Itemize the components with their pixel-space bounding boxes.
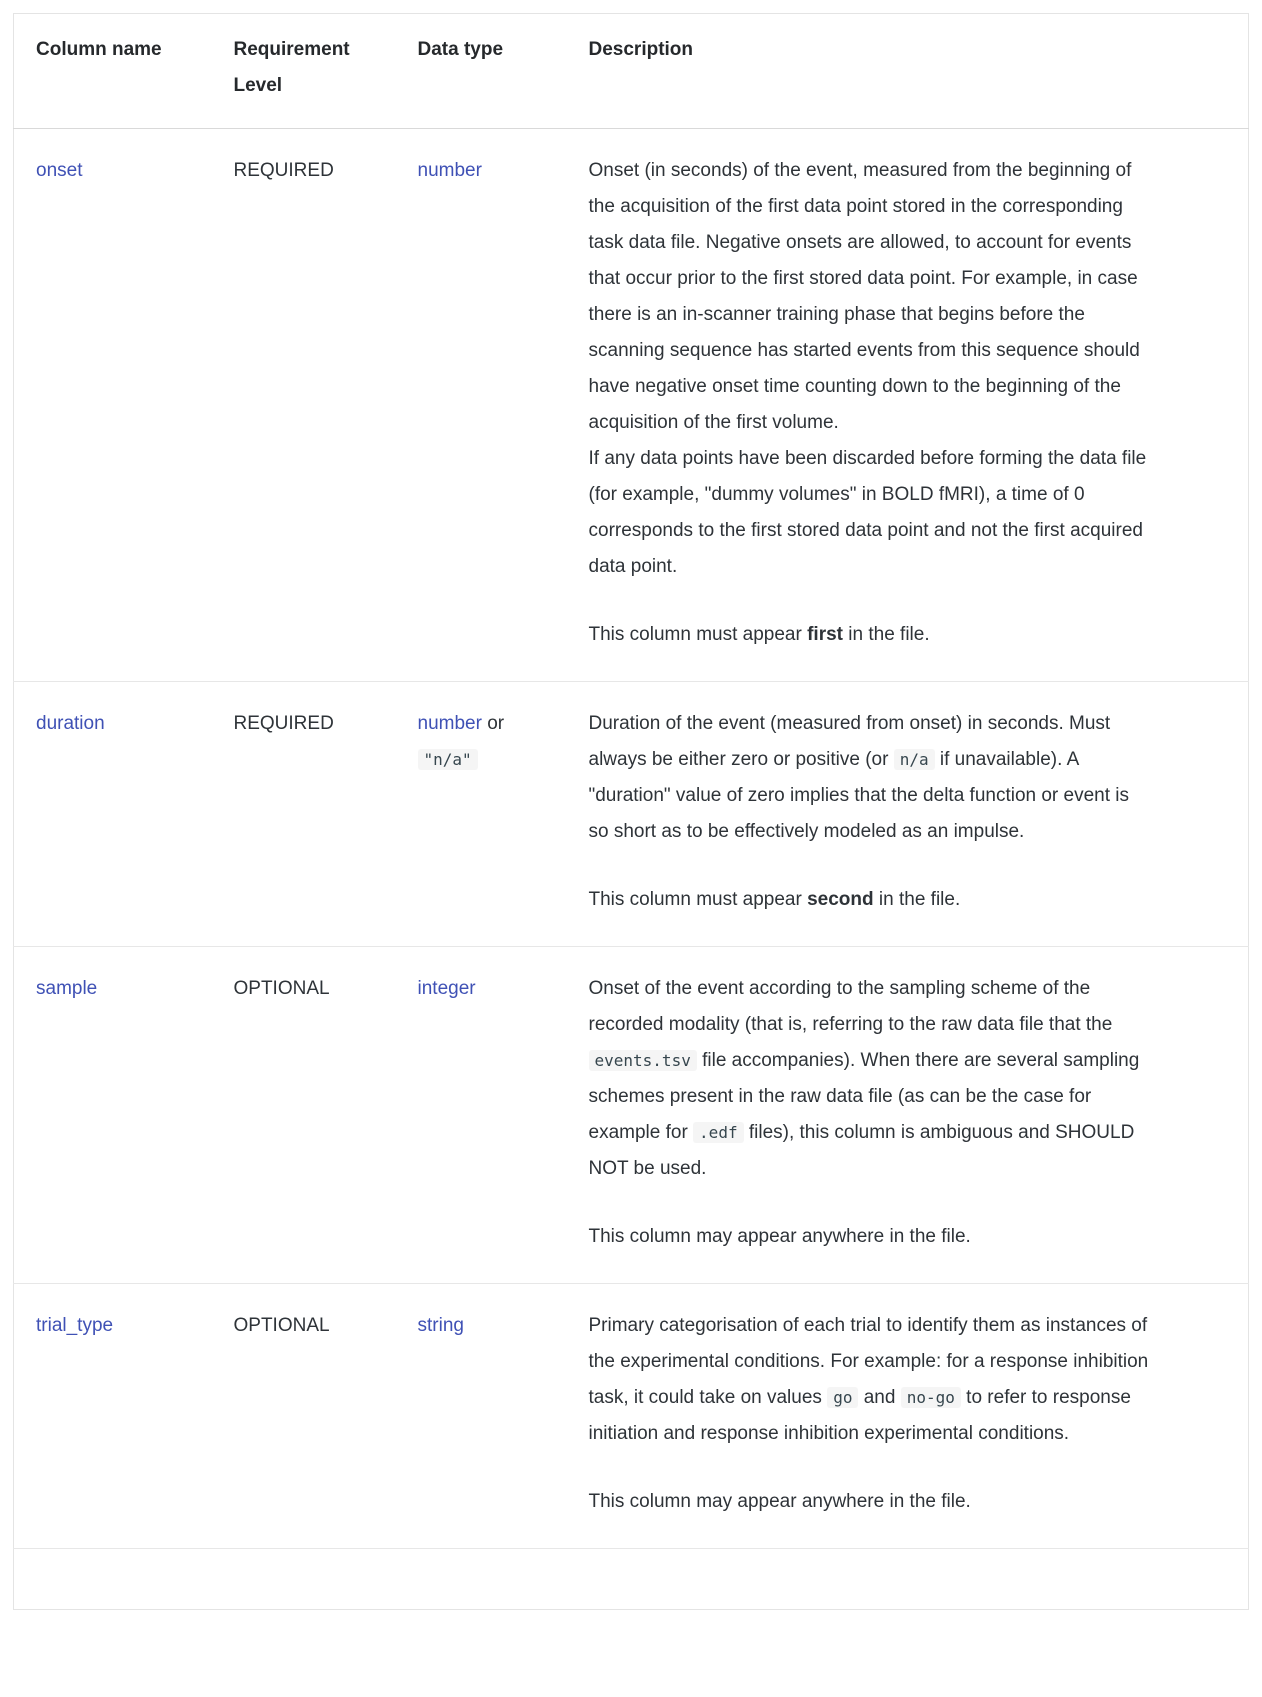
table-row — [14, 1284, 1249, 1549]
inline-code: no-go — [901, 1387, 961, 1408]
table-body — [14, 129, 1249, 1610]
description-paragraph — [589, 153, 1149, 585]
column-definitions-table-wrapper — [13, 13, 1249, 1610]
description-cell — [567, 947, 1249, 1284]
requirement-level-cell: OPTIONAL — [233, 1315, 330, 1336]
text-segment: to refer to response initiation and response inhibition experimental conditions. — [588, 1387, 1131, 1444]
text-segment: in the file. — [843, 624, 930, 645]
inline-code: "n/a" — [418, 749, 478, 770]
description-content — [589, 971, 1149, 1255]
data-type-cell — [396, 129, 567, 682]
text-segment: Primary categorisation of each trial to identify them as instances of the experimental conditions. For example: for a response inhibition task, it could take on values — [588, 1315, 1149, 1408]
text-segment: This column must appear — [588, 889, 808, 910]
text-segment: This column may appear anywhere in the file. — [588, 1226, 971, 1247]
header-column-name: Column name — [14, 14, 212, 129]
description-cell — [567, 129, 1249, 682]
description-cell — [567, 682, 1249, 947]
table-row-partial — [14, 1549, 1249, 1610]
text-segment: or — [481, 713, 505, 734]
column-name-cell — [14, 129, 212, 682]
doc-link[interactable]: sample — [36, 978, 98, 999]
table-header — [14, 14, 1249, 129]
table-row — [14, 129, 1249, 682]
description-content — [589, 1308, 1149, 1520]
column-name-cell — [14, 682, 212, 947]
header-description: Description — [567, 14, 1249, 129]
emphasis-text: first — [807, 624, 843, 645]
requirement-level-cell: OPTIONAL — [233, 978, 330, 999]
doc-link[interactable]: number — [417, 713, 482, 734]
description-paragraph — [589, 1308, 1149, 1452]
emphasis-text: second — [807, 889, 874, 910]
description-content — [589, 153, 1149, 653]
inline-code: .edf — [693, 1122, 744, 1143]
header-requirement-level: Requirement Level — [212, 14, 396, 129]
description-paragraph — [589, 706, 1149, 850]
requirement-level-cell: REQUIRED — [233, 160, 334, 181]
description-cell — [567, 1284, 1249, 1549]
doc-link[interactable]: integer — [417, 978, 476, 999]
doc-link[interactable]: onset — [36, 160, 83, 181]
column-name-cell — [14, 1284, 212, 1549]
text-segment: Onset (in seconds) of the event, measured from the beginning of the acquisition of the first data point stored in the corresponding task data file. Negative onsets are allowed, to account for events that occur prior to the first stored data point. For example, in case there is an in-scanner training phase that begins before the scanning sequence has started events from this sequence should have negative onset time counting down to the beginning of the acquisition of the first volume. — [588, 160, 1140, 433]
inline-code: n/a — [894, 749, 935, 770]
text-segment: and — [858, 1387, 901, 1408]
doc-link[interactable]: number — [417, 160, 482, 181]
column-definitions-table — [13, 13, 1249, 1610]
inline-code: go — [827, 1387, 858, 1408]
text-segment: if unavailable). A "duration" value of zero implies that the delta function or event is so short as to be effectively modeled as an impulse. — [588, 749, 1130, 842]
description-paragraph — [589, 971, 1149, 1187]
text-segment: Onset of the event according to the sampling scheme of the recorded modality (that is, referring to the raw data file that the — [588, 978, 1113, 1035]
doc-link[interactable]: trial_type — [36, 1315, 114, 1336]
partial-row-cell — [14, 1549, 1249, 1610]
text-segment: This column may appear anywhere in the file. — [588, 1491, 971, 1512]
text-segment: Duration of the event (measured from onset) in seconds. Must always be either zero or positive (or — [588, 713, 1111, 770]
text-segment: in the file. — [873, 889, 961, 910]
description-paragraph — [589, 1484, 1149, 1520]
data-type-cell — [396, 947, 567, 1284]
doc-link[interactable]: string — [417, 1315, 464, 1336]
column-name-cell — [14, 947, 212, 1284]
inline-code: events.tsv — [589, 1050, 697, 1071]
text-segment: files), this column is ambiguous and SHOULD NOT be used. — [588, 1122, 1135, 1179]
description-paragraph — [589, 1219, 1149, 1255]
data-type-cell — [396, 1284, 567, 1549]
text-segment: file accompanies). When there are several sampling schemes present in the raw data file (as can be the case for example for — [588, 1050, 1140, 1143]
description-paragraph — [589, 882, 1149, 918]
table-row — [14, 947, 1249, 1284]
description-content — [589, 706, 1149, 918]
data-type-cell — [396, 682, 567, 947]
table-header-row — [14, 14, 1249, 129]
text-segment: This column must appear — [588, 624, 808, 645]
description-paragraph — [589, 617, 1149, 653]
text-segment: If any data points have been discarded before forming the data file (for example, "dummy volumes" in BOLD fMRI), a time of 0 corresponds to the first stored data point and not the first acquired data point. — [588, 448, 1147, 577]
doc-link[interactable]: duration — [36, 713, 105, 734]
requirement-level-cell: REQUIRED — [233, 713, 334, 734]
table-row — [14, 682, 1249, 947]
header-data-type: Data type — [396, 14, 567, 129]
